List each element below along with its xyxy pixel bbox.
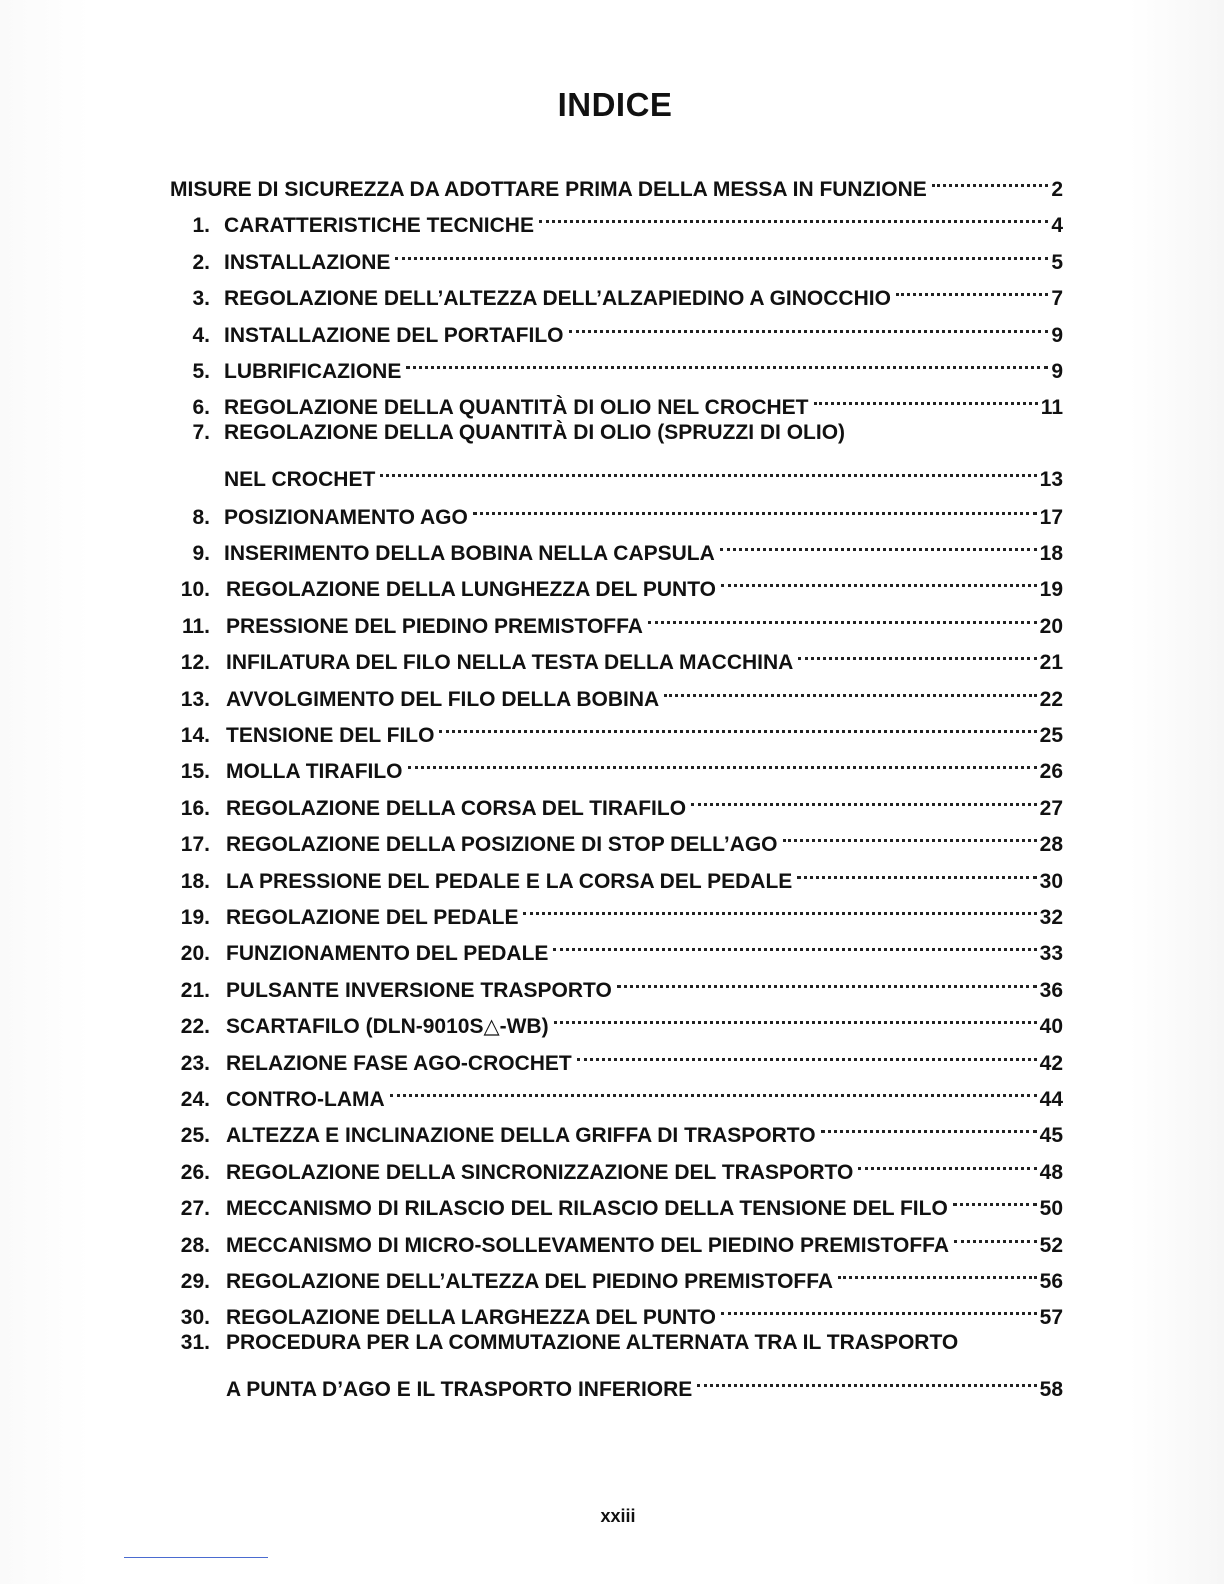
dot-leader <box>473 488 1037 524</box>
dot-leader <box>858 1143 1036 1179</box>
toc-entry-label: REGOLAZIONE DELLA LUNGHEZZA DEL PUNTO <box>226 578 717 602</box>
toc-entry-page: 48 <box>1039 1160 1063 1184</box>
toc-entry[interactable] <box>170 1216 1063 1257</box>
toc-entry[interactable] <box>170 888 1063 929</box>
dot-leader <box>539 196 1048 232</box>
toc-intro-row[interactable] <box>170 160 1063 201</box>
toc-entry-label: CONTRO-LAMA <box>226 1088 385 1111</box>
toc-entry-number: 28. <box>180 1233 210 1257</box>
toc-entry-page: 40 <box>1039 1015 1063 1039</box>
toc-entry-label: MECCANISMO DI RILASCIO DEL RILASCIO DELLA TENSIONE DEL FILO <box>226 1197 948 1221</box>
scan-artifact-line <box>124 1557 268 1558</box>
toc-entry-number: 22. <box>180 1015 210 1039</box>
toc-entry[interactable] <box>170 1143 1063 1184</box>
toc-entry-page: 30 <box>1039 869 1063 893</box>
toc-entry-continuation[interactable] <box>170 1360 1063 1402</box>
toc-entry-number: 20. <box>180 942 210 966</box>
dot-leader <box>814 378 1038 414</box>
toc-entry[interactable] <box>170 1034 1063 1075</box>
dot-leader <box>408 742 1037 778</box>
toc-entry-number: 30. <box>180 1306 210 1330</box>
toc-entry-page: 9 <box>1051 360 1063 383</box>
toc-entry-label: INSTALLAZIONE <box>224 250 391 274</box>
toc-entry-label: REGOLAZIONE DELL’ALTEZZA DELL’ALZAPIEDINO A GINOCCHIO <box>224 287 891 311</box>
toc-entry-number: 29. <box>180 1270 210 1293</box>
toc-entry-page: 7 <box>1051 287 1063 311</box>
toc-entry-page: 50 <box>1039 1197 1063 1221</box>
toc-entry-label: TENSIONE DEL FILO <box>226 724 435 747</box>
toc-entry[interactable] <box>170 815 1063 857</box>
toc-entry[interactable] <box>170 1179 1063 1221</box>
toc-entry-label: REGOLAZIONE DELL’ALTEZZA DEL PIEDINO PREMISTOFFA <box>226 1270 834 1293</box>
toc-entry-number: 24. <box>180 1088 210 1111</box>
toc-entry[interactable] <box>170 1288 1063 1330</box>
toc-entry[interactable] <box>170 306 1063 347</box>
dot-leader <box>697 1360 1036 1396</box>
toc-entry-number: 5. <box>192 360 210 383</box>
toc-entry[interactable] <box>170 269 1063 311</box>
dot-leader <box>783 815 1037 851</box>
toc-entry-label: MECCANISMO DI MICRO-SOLLEVAMENTO DEL PIEDINO PREMISTOFFA <box>226 1233 949 1257</box>
toc-entry-label: REGOLAZIONE DELLA SINCRONIZZAZIONE DEL TRASPORTO <box>226 1160 854 1184</box>
toc-entry-label: SCARTAFILO (DLN-9010S△-WB) <box>226 1015 549 1039</box>
toc-entry[interactable] <box>170 342 1063 383</box>
toc-entry-number: 11. <box>181 614 210 638</box>
toc-entry-page: 57 <box>1039 1306 1063 1330</box>
toc-entry-label: LUBRIFICAZIONE <box>224 360 402 383</box>
toc-entry-number: 23. <box>180 1051 210 1075</box>
toc-entry-label: CARATTERISTICHE TECNICHE <box>224 214 534 238</box>
page-title: INDICE <box>557 86 673 123</box>
toc-entry[interactable] <box>170 670 1063 711</box>
toc-entry-number: 4. <box>192 323 210 347</box>
toc-entry-number: 10. <box>180 578 210 602</box>
toc-entry-page: 9 <box>1051 323 1063 347</box>
toc-entry-page: 11 <box>1040 396 1063 420</box>
toc-entry-number: 25. <box>180 1124 210 1148</box>
toc-entry-label: INSTALLAZIONE DEL PORTAFILO <box>224 323 564 347</box>
toc-entry[interactable] <box>170 524 1063 565</box>
toc-entry-label: REGOLAZIONE DELLA LARGHEZZA DEL PUNTO <box>226 1306 717 1330</box>
toc-entry-number: 16. <box>180 796 210 820</box>
toc-entry-number: 1. <box>192 214 210 238</box>
toc-entry-label: PRESSIONE DEL PIEDINO PREMISTOFFA <box>226 614 643 638</box>
dot-leader <box>439 706 1036 742</box>
toc-entry-label: PULSANTE INVERSIONE TRASPORTO <box>226 978 612 1002</box>
toc-entry-number: 21. <box>180 978 210 1002</box>
dot-leader <box>553 924 1036 960</box>
toc-entry-number: 12. <box>180 651 210 675</box>
toc-entry[interactable] <box>170 852 1063 893</box>
toc-entry[interactable] <box>170 924 1063 966</box>
toc-entry-page: 19 <box>1039 578 1063 602</box>
toc-entry[interactable] <box>170 742 1063 784</box>
dot-leader <box>554 997 1037 1033</box>
dot-leader <box>648 597 1037 633</box>
toc-entry-number: 9. <box>192 542 210 565</box>
toc-entry-page: 58 <box>1039 1378 1063 1402</box>
toc-entry[interactable] <box>170 1106 1063 1148</box>
toc-entry[interactable] <box>170 1070 1063 1111</box>
toc-entry-page: 45 <box>1039 1124 1063 1148</box>
toc-entry-page: 28 <box>1039 833 1063 857</box>
toc-entry[interactable] <box>170 378 1063 420</box>
toc-entry-page: 5 <box>1051 250 1063 274</box>
toc-entry-label: ALTEZZA E INCLINAZIONE DELLA GRIFFA DI TRASPORTO <box>226 1124 816 1148</box>
toc-entry[interactable] <box>170 1325 1063 1361</box>
dot-leader <box>721 1288 1037 1324</box>
dot-leader <box>523 888 1036 924</box>
toc-entry-number: 26. <box>180 1160 210 1184</box>
toc-entry-page: 13 <box>1039 468 1063 492</box>
dot-leader <box>720 524 1037 560</box>
toc-entry-continuation[interactable] <box>170 450 1063 492</box>
toc-entry[interactable] <box>170 633 1063 675</box>
toc-entry-label: LA PRESSIONE DEL PEDALE E LA CORSA DEL PEDALE <box>226 869 793 893</box>
dot-leader <box>797 852 1036 888</box>
dot-leader <box>798 633 1036 669</box>
toc-entry-label: RELAZIONE FASE AGO-CROCHET <box>226 1051 572 1075</box>
dot-leader <box>932 160 1048 196</box>
toc-entry-number: 15. <box>180 760 210 784</box>
toc-entry-page: 25 <box>1039 724 1063 747</box>
toc-entry-label: PROCEDURA PER LA COMMUTAZIONE ALTERNATA TRA IL TRASPORTO <box>226 1330 959 1354</box>
toc-entry[interactable] <box>170 1252 1063 1293</box>
toc-entry-page: 36 <box>1039 978 1063 1002</box>
toc-entry-page: 33 <box>1039 942 1063 966</box>
toc-entry[interactable] <box>170 196 1063 238</box>
toc-entry-number: 6. <box>192 396 210 420</box>
toc-entry-label: REGOLAZIONE DELLA POSIZIONE DI STOP DELL’AGO <box>226 833 778 857</box>
dot-leader <box>380 450 1036 486</box>
toc-entry-page: 21 <box>1039 651 1063 675</box>
toc-entry-number: 13. <box>180 687 210 711</box>
dot-leader <box>390 1070 1037 1106</box>
toc-entry-page: 18 <box>1039 542 1063 565</box>
toc-entry-label: INFILATURA DEL FILO NELLA TESTA DELLA MACCHINA <box>226 651 794 675</box>
toc-entry-label: POSIZIONAMENTO AGO <box>224 505 468 529</box>
page-number: xxiii <box>600 1506 636 1526</box>
toc-entry-page: 27 <box>1039 796 1063 820</box>
toc-entry-label-continued: NEL CROCHET <box>224 468 376 492</box>
toc-intro-label: MISURE DI SICUREZZA DA ADOTTARE PRIMA DELLA MESSA IN FUNZIONE <box>170 178 927 201</box>
toc-entry-page: 44 <box>1039 1088 1063 1111</box>
toc-entry-page: 52 <box>1039 1233 1063 1257</box>
toc-entry[interactable] <box>170 233 1063 274</box>
toc-entry-page: 26 <box>1039 760 1063 784</box>
toc-entry-label: AVVOLGIMENTO DEL FILO DELLA BOBINA <box>226 687 660 711</box>
dot-leader <box>896 269 1048 305</box>
toc-entry-number: 18. <box>180 869 210 893</box>
toc-entry-number: 19. <box>180 906 210 929</box>
toc-entry[interactable] <box>170 961 1063 1002</box>
toc-entry[interactable] <box>170 560 1063 602</box>
toc-entry-page: 20 <box>1039 614 1063 638</box>
dot-leader <box>569 306 1049 342</box>
toc-entry-label-continued: A PUNTA D’AGO E IL TRASPORTO INFERIORE <box>226 1378 693 1402</box>
toc-entry-number: 7. <box>192 420 210 444</box>
toc-entry[interactable] <box>170 706 1063 747</box>
toc-entry-number: 31. <box>180 1330 210 1354</box>
dot-leader <box>954 1216 1037 1252</box>
toc-entry-number: 27. <box>180 1197 210 1221</box>
toc-entry-label: INSERIMENTO DELLA BOBINA NELLA CAPSULA <box>224 542 715 565</box>
toc-entry-page: 4 <box>1051 214 1063 238</box>
toc-entry-page: 32 <box>1039 906 1063 929</box>
toc-entry[interactable] <box>170 415 1063 451</box>
toc-entry[interactable] <box>170 779 1063 820</box>
toc-entry-page: 42 <box>1039 1051 1063 1075</box>
toc-entry[interactable] <box>170 488 1063 529</box>
dot-leader <box>617 961 1037 997</box>
toc-entry-number: 14. <box>180 724 210 747</box>
toc-entry[interactable] <box>170 597 1063 638</box>
dot-leader <box>953 1179 1037 1215</box>
toc-entry-label: FUNZIONAMENTO DEL PEDALE <box>226 942 549 966</box>
toc-entry[interactable] <box>170 997 1063 1039</box>
dot-leader <box>838 1252 1037 1288</box>
dot-leader <box>691 779 1037 815</box>
dot-leader <box>577 1034 1037 1070</box>
dot-leader <box>395 233 1048 269</box>
dot-leader <box>406 342 1048 378</box>
toc-entry-label: REGOLAZIONE DELLA QUANTITÀ DI OLIO (SPRUZZI DI OLIO) <box>224 420 846 444</box>
toc-entry-number: 3. <box>192 287 210 311</box>
toc-intro-page: 2 <box>1051 178 1063 201</box>
dot-leader <box>664 670 1036 706</box>
dot-leader <box>821 1106 1037 1142</box>
toc-entry-page: 17 <box>1039 505 1063 529</box>
toc-entry-number: 2. <box>192 250 210 274</box>
toc-entry-label: REGOLAZIONE DEL PEDALE <box>226 906 519 929</box>
toc-entry-label: REGOLAZIONE DELLA CORSA DEL TIRAFILO <box>226 796 687 820</box>
dot-leader <box>721 560 1037 596</box>
toc-entry-page: 22 <box>1039 687 1063 711</box>
toc-entry-number: 8. <box>192 505 210 529</box>
toc-entry-number: 17. <box>180 833 210 857</box>
toc-entry-label: MOLLA TIRAFILO <box>226 760 403 784</box>
toc-entry-page: 56 <box>1039 1270 1063 1293</box>
toc-entry-label: REGOLAZIONE DELLA QUANTITÀ DI OLIO NEL CROCHET <box>224 396 809 420</box>
